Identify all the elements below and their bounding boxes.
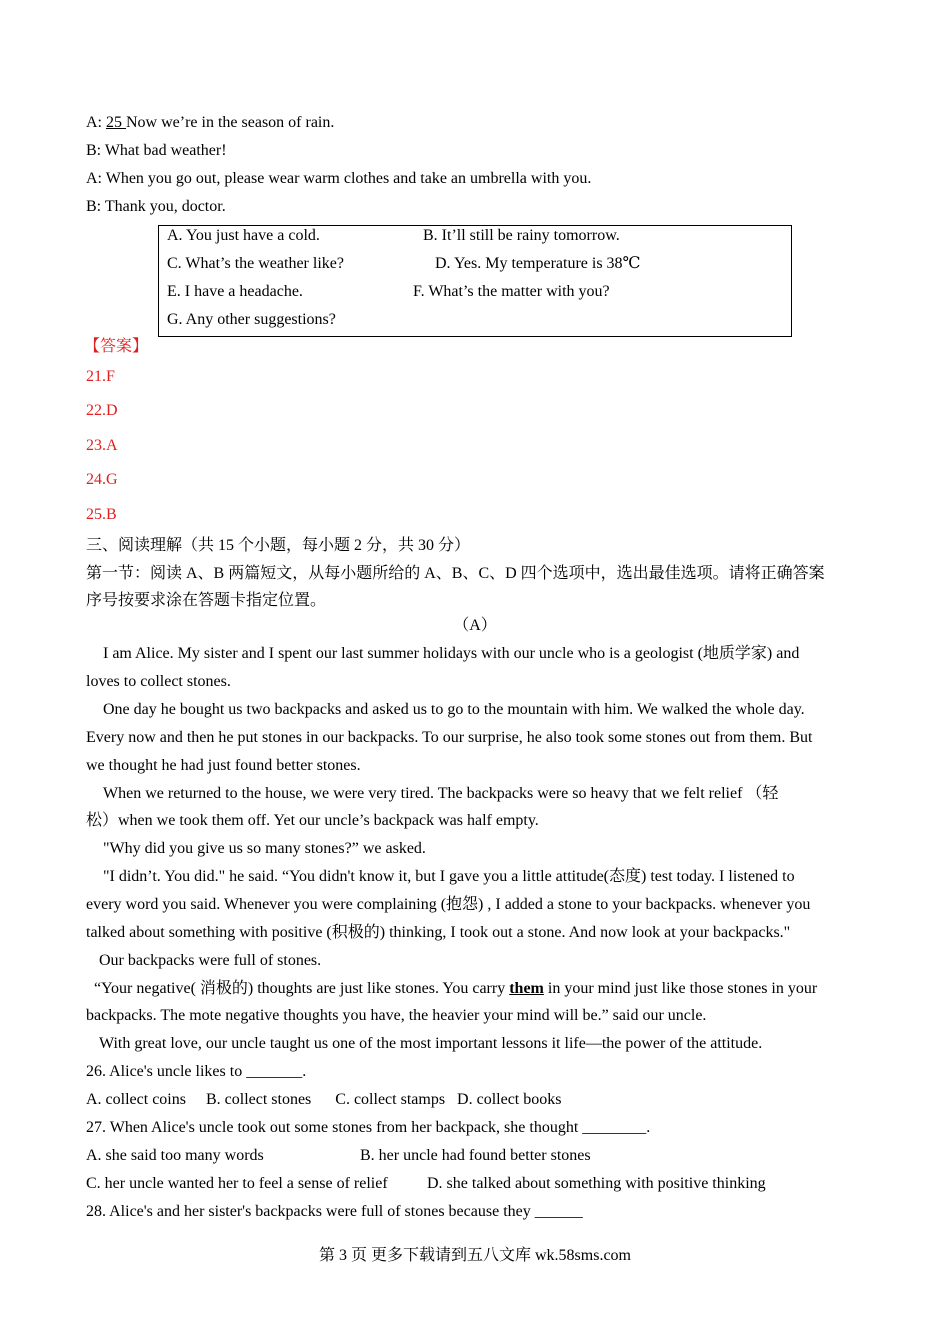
- passage-line: Every now and then he put stones in our backpacks. To our surprise, he also took some stones out from them. But: [86, 729, 813, 746]
- question-27-option-b: B. her uncle had found better stones: [360, 1147, 591, 1164]
- section-title: 三、阅读理解（共 15 个小题，每小题 2 分，共 30 分）: [86, 537, 471, 554]
- passage-line: One day he bought us two backpacks and asked us to go to the mountain with him. We walked the whole day.: [103, 701, 805, 718]
- passage-line: With great love, our uncle taught us one of the most important lessons it life—the power of the attitude.: [99, 1035, 763, 1052]
- dialogue-line-3: A: When you go out, please wear warm clothes and take an umbrella with you.: [86, 170, 592, 187]
- passage-line: loves to collect stones.: [86, 673, 231, 690]
- passage-line: "Why did you give us so many stones?” we asked.: [103, 840, 426, 857]
- question-27-option-c: C. her uncle wanted her to feel a sense of relief: [86, 1175, 388, 1192]
- page-footer: 第 3 页 更多下载请到五八文库 wk.58sms.com: [318, 1247, 631, 1264]
- section-instruction-2: 序号按要求涂在答题卡指定位置。: [86, 592, 327, 609]
- option-g: G. Any other suggestions?: [167, 311, 336, 328]
- passage-line: “Your negative( 消极的) thoughts are just like stones. You carry them in your mind just like those stones in your: [94, 980, 818, 997]
- dialogue-line-2: B: What bad weather!: [86, 142, 227, 159]
- answer-item: 21.F: [86, 368, 115, 385]
- option-c: C. What’s the weather like?: [167, 255, 344, 272]
- answer-heading: 【答案】: [84, 338, 149, 355]
- options-box: [158, 225, 792, 337]
- question-26-options: A. collect coins B. collect stones C. collect stamps D. collect books: [86, 1091, 562, 1108]
- passage-line: every word you said. Whenever you were complaining (抱怨) , I added a stone to your backpacks. whenever you: [86, 896, 811, 913]
- answer-item: 22.D: [86, 402, 118, 419]
- option-d: D. Yes. My temperature is 38℃: [435, 255, 641, 272]
- passage-line: "I didn’t. You did." he said. “You didn't know it, but I gave you a little attitude(态度) test today. I listened to: [103, 868, 795, 885]
- passage-line: Our backpacks were full of stones.: [99, 952, 322, 969]
- question-27: 27. When Alice's uncle took out some stones from her backpack, she thought ________.: [86, 1119, 651, 1136]
- blank-25: 25: [106, 114, 126, 131]
- dialogue-line-1: A: 25 Now we’re in the season of rain.: [86, 114, 335, 131]
- question-27-option-d: D. she talked about something with positive thinking: [427, 1175, 766, 1192]
- passage-line: backpacks. The mote negative thoughts you have, the heavier your mind will be.” said our uncle.: [86, 1007, 707, 1024]
- passage-label: （A）: [453, 617, 497, 634]
- answer-item: 25.B: [86, 506, 117, 523]
- answer-item: 24.G: [86, 471, 118, 488]
- passage-line: we thought he had just found better stones.: [86, 757, 361, 774]
- passage-line: When we returned to the house, we were very tired. The backpacks were so heavy that we felt relief （轻: [103, 785, 779, 802]
- passage-line: talked about something with positive (积极的) thinking, I took out a stone. And now look at your backpacks.": [86, 924, 791, 941]
- passage-line: I am Alice. My sister and I spent our last summer holidays with our uncle who is a geologist (地质学家) and: [103, 645, 800, 662]
- question-27-option-a: A. she said too many words: [86, 1147, 264, 1164]
- question-26: 26. Alice's uncle likes to _______.: [86, 1063, 307, 1080]
- underlined-word-them: them: [509, 980, 544, 997]
- question-28: 28. Alice's and her sister's backpacks were full of stones because they ______: [86, 1203, 583, 1220]
- option-b: B. It’ll still be rainy tomorrow.: [423, 227, 620, 244]
- option-a: A. You just have a cold.: [167, 227, 320, 244]
- dialogue-line-4: B: Thank you, doctor.: [86, 198, 226, 215]
- option-f: F. What’s the matter with you?: [413, 283, 610, 300]
- answer-item: 23.A: [86, 437, 118, 454]
- passage-line: 松）when we took them off. Yet our uncle’s backpack was half empty.: [86, 812, 539, 829]
- section-instruction-1: 第一节：阅读 A、B 两篇短文，从每小题所给的 A、B、C、D 四个选项中，选出最佳选项。请将正确答案: [86, 565, 825, 582]
- option-e: E. I have a headache.: [167, 283, 303, 300]
